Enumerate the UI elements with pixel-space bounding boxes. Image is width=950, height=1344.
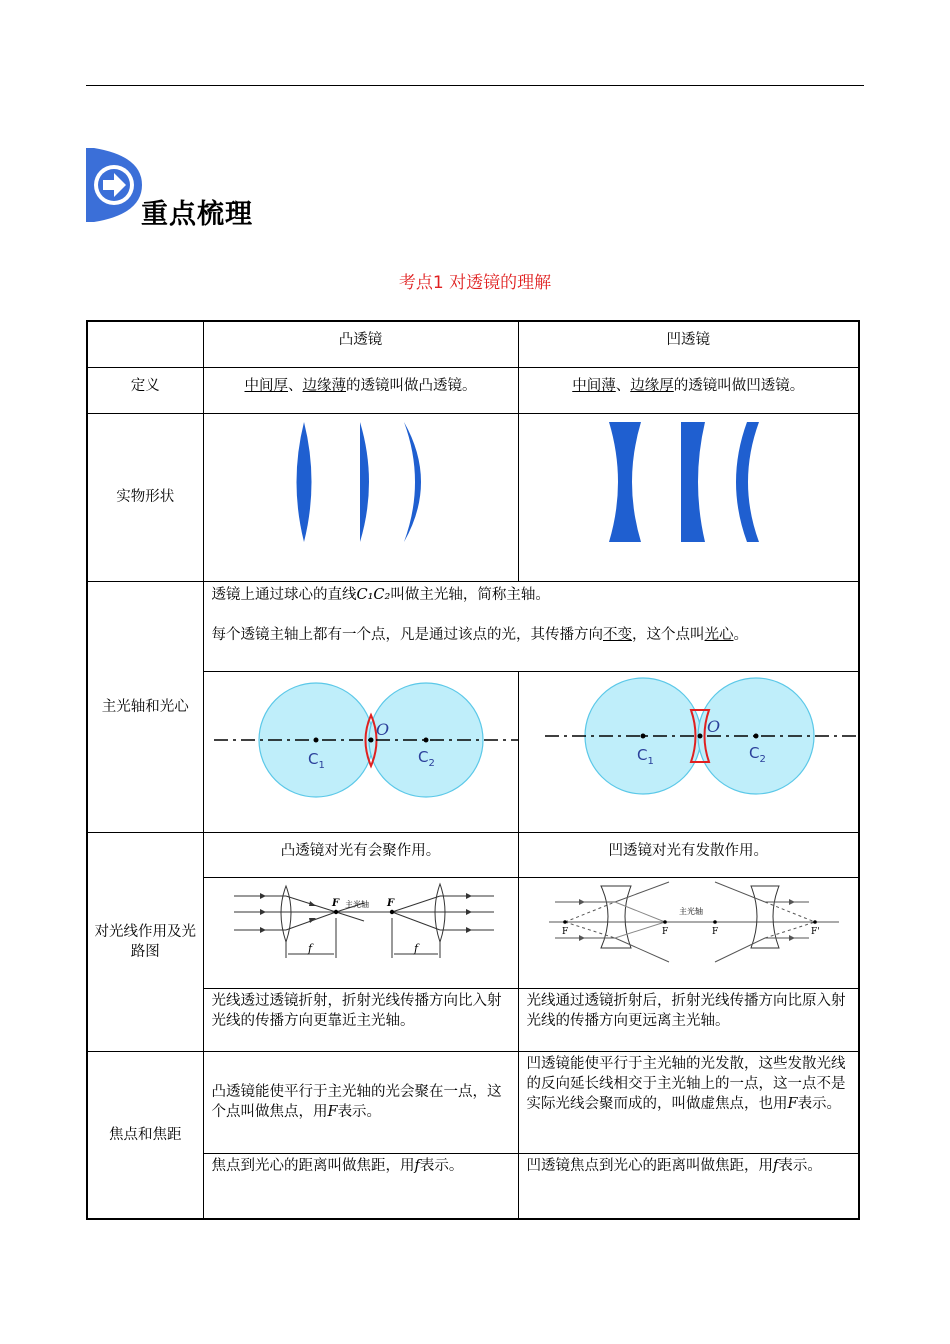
convex-lens-outline <box>281 886 291 942</box>
convex-light-title: 凸透镜对光有会聚作用。 <box>280 842 441 859</box>
table-corner <box>87 321 203 367</box>
row-label-light: 对光线作用及光路图 <box>87 832 203 1051</box>
text: 表示。 <box>337 1104 382 1120</box>
variable: f <box>414 1157 420 1174</box>
axis-label: 主光轴 <box>678 906 703 916</box>
concave-focus-text <box>519 1052 859 1114</box>
arrow-right-circle-icon <box>86 148 142 222</box>
table-row <box>87 321 859 367</box>
arrowheads <box>260 893 472 933</box>
text: 凹透镜能使平行于主光轴的光发散，这些发散光线的反向延长线相交于主光轴上的一点，这一点不是实际光线会聚而成的，叫做虚焦点，也用 <box>526 1055 846 1112</box>
c2-label: $C_2$ <box>748 743 766 765</box>
planoconcave-lens <box>681 422 705 542</box>
focus-label: F <box>711 926 718 937</box>
axis-label: 主光轴 <box>344 899 369 909</box>
concave-focal-length-text <box>519 1154 859 1176</box>
optical-center-label: O <box>706 716 720 736</box>
row-label-shape: 实物形状 <box>87 413 203 581</box>
meniscus-convex-lens <box>404 422 421 542</box>
text: 表示。 <box>778 1157 822 1174</box>
text: 凹透镜焦点到光心的距离叫做焦距，用 <box>526 1157 773 1174</box>
variable: C₁C₂ <box>356 586 391 603</box>
header-rule <box>86 85 864 86</box>
focus-label: F <box>661 926 668 937</box>
definition-concave <box>519 368 859 396</box>
text: 。 <box>733 626 748 643</box>
variable: F <box>327 1104 338 1120</box>
table-row <box>87 988 859 1051</box>
convex-light-desc: 光线透过透镜折射，折射光线传播方向比入射光线的传播方向更靠近主光轴。 <box>211 992 502 1029</box>
header-concave: 凹透镜 <box>666 332 710 348</box>
focus-label: F' <box>810 926 820 937</box>
text: 凸透镜能使平行于主光轴的光会聚在一点，这个点叫做焦点，用 <box>211 1084 502 1120</box>
focus-label: F <box>561 926 568 937</box>
table-row <box>87 1051 859 1153</box>
text: 透镜上通过球心的直线 <box>211 586 357 603</box>
concave-axis-diagram <box>519 672 860 828</box>
underline-term: 光心 <box>704 626 734 643</box>
definition-text: 的透镜叫做凸透镜。 <box>346 377 477 394</box>
table-row <box>87 832 859 877</box>
meniscus-concave-lens <box>736 422 759 542</box>
underline-term: 中间薄 <box>572 377 616 394</box>
concave-ray-diagram <box>519 878 860 984</box>
convex-lens-shapes <box>204 414 519 577</box>
biconvex-lens <box>296 422 311 542</box>
focus-label: F <box>331 897 339 909</box>
lens-comparison-table <box>86 320 860 1220</box>
underline-term: 边缘薄 <box>302 377 346 394</box>
center-point <box>640 733 645 738</box>
focus-label: F <box>386 897 394 909</box>
concave-lens-outline <box>751 886 779 948</box>
convex-ray-diagram <box>204 878 519 984</box>
c1-label: $C_1$ <box>307 749 325 771</box>
kaodian-title: 考点1 对透镜的理解 <box>398 273 552 293</box>
c2-label: $C_2$ <box>417 747 435 769</box>
table-row <box>87 877 859 988</box>
text: 表示。 <box>797 1095 842 1112</box>
convex-axis-diagram <box>204 672 519 828</box>
convex-focus-text <box>204 1082 518 1122</box>
axis-text-1 <box>204 582 859 605</box>
row-label-definition: 定义 <box>130 377 160 394</box>
axis-text-2 <box>204 605 859 645</box>
biconcave-lens <box>609 422 641 542</box>
separator: 、 <box>615 377 631 394</box>
section-header <box>86 148 386 228</box>
optical-center-point <box>697 733 702 738</box>
center-point <box>423 737 428 742</box>
table-row <box>87 1153 859 1219</box>
text: 叫做主光轴，简称主轴。 <box>390 586 550 603</box>
text: 表示。 <box>419 1157 464 1174</box>
text: 焦点到光心的距离叫做焦距，用 <box>211 1157 415 1174</box>
variable: f <box>773 1157 779 1174</box>
optical-center-label: O <box>375 719 389 739</box>
text: 每个透镜主轴上都有一个点，凡是通过该点的光，其传播方向 <box>211 626 603 643</box>
section-title: 重点梳理 <box>141 199 253 230</box>
underline-term: 不变 <box>603 626 632 643</box>
arrowheads <box>579 899 795 941</box>
convex-focal-length-text <box>204 1154 518 1176</box>
table-row <box>87 671 859 832</box>
convex-lens-outline <box>435 884 445 942</box>
concave-light-title: 凹透镜对光有发散作用。 <box>608 842 768 859</box>
center-point <box>313 737 318 742</box>
center-point <box>753 733 758 738</box>
row-label-focus: 焦点和焦距 <box>87 1051 203 1219</box>
focal-length-label: f <box>307 941 312 955</box>
concave-lens-shapes <box>519 414 860 577</box>
underline-term: 边缘厚 <box>630 377 674 394</box>
planoconvex-lens <box>360 422 369 542</box>
text: ，这个点叫 <box>632 626 705 643</box>
concave-light-desc: 光线通过透镜折射后，折射光线传播方向比原入射光线的传播方向更远离主光轴。 <box>526 992 846 1029</box>
separator: 、 <box>288 377 303 394</box>
definition-text: 的透镜叫做凹透镜。 <box>673 377 805 394</box>
header-convex: 凸透镜 <box>338 332 383 348</box>
table-row <box>87 413 859 581</box>
table-row <box>87 581 859 671</box>
variable: F <box>787 1095 798 1112</box>
definition-convex <box>204 368 518 396</box>
focal-length-label: f <box>413 941 418 955</box>
c1-label: $C_1$ <box>636 745 654 767</box>
underline-term: 中间厚 <box>244 377 288 394</box>
table-row <box>87 367 859 413</box>
optical-center-point <box>368 737 373 742</box>
row-label-axis: 主光轴和光心 <box>87 581 203 832</box>
